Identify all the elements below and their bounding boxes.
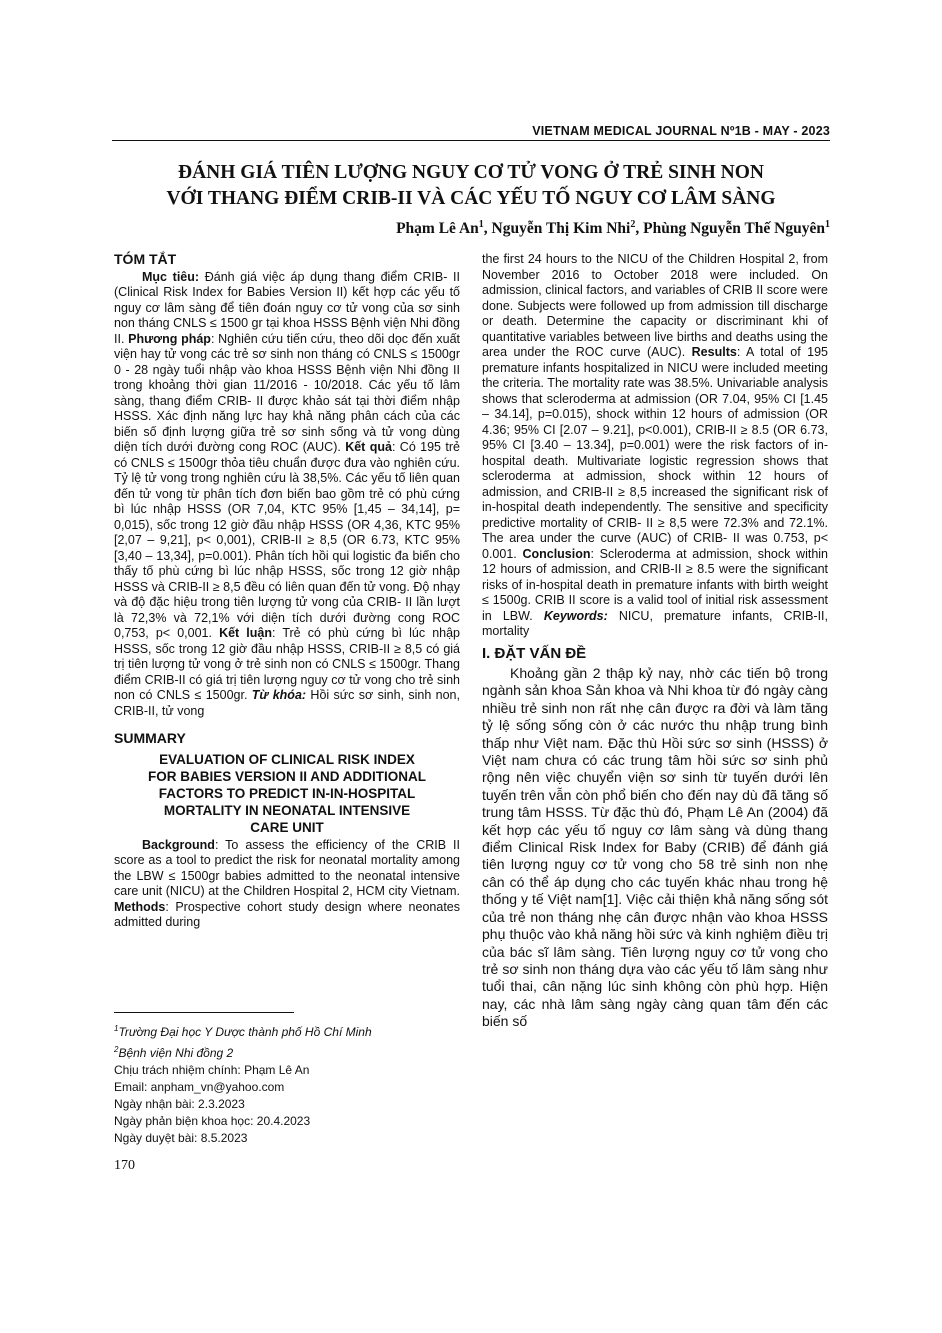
author-1-affiliation: 1: [478, 219, 484, 230]
page-number: 170: [114, 1158, 135, 1173]
abstract-vi-body: [114, 270, 460, 720]
label-ket-luan: Kết luận: [219, 626, 272, 640]
text-tu-khoa: Hồi sức sơ sinh, sinh non, CRIB-II, tử vong: [114, 688, 460, 718]
contact-email: Email: anpham_vn@yahoo.com: [114, 1080, 285, 1094]
label-tu-khoa: Từ khóa:: [251, 688, 307, 702]
author-1: Phạm Lê An: [396, 220, 479, 238]
affiliation-2: [114, 1041, 460, 1062]
intro-paragraph: Khoảng gần 2 thập kỷ nay, nhờ các tiến bộ trong ngành sản khoa Sản khoa và Nhi khoa từ đó ngày càng nhiều trẻ sinh non rất nhẹ cân được ra đời và làm tăng tỷ lệ sống sống còn ở các nước thu nhập trung bình thấp như Việt nam. Đặc thù Hồi sức sơ sinh (HSSS) ở Việt nam chưa có các trung tâm hồi sức sơ sinh phủ rộng nên việc chuyển viện sơ sinh từ tuyến dưới lên tuyến trên vẫn còn phổ biến cho đến nay dù đã tăng số trung tâm HSSS. Từ đặc thù đó, Phạm Lê An (2004) đã kết hợp các yếu tố nguy cơ lâm sàng và dùng thang điểm Clinical Risk Index for Baby (CRIB) để đánh giá tiên lượng nguy cơ tử vong cho 58 trẻ sinh non nhẹ cân có thể áp dụng cho các tuyến khác nhau trong hệ thống y tế Việt nam[1]. Việc cải thiện khả năng sống sót của trẻ non tháng nhẹ cân được nhận vào khoa HSSS phụ thuộc vào khả năng hồi sức và kinh nghiệm điều trị của bác sĩ lâm sàng. Tiên lượng nguy cơ tử vong cho trẻ sơ sinh non tháng dựa vào các yếu tố lâm sàng như tuổi thai, cân nặng lúc sinh không còn phù hợp. Hiện nay, các nhà lâm sàng ngày càng quan tâm đến các biến số: [482, 665, 828, 1030]
intro-heading: I. ĐẶT VẤN ĐỀ: [482, 644, 587, 662]
footnotes: [114, 1020, 460, 1147]
responsible-author: Chịu trách nhiệm chính: Phạm Lê An: [114, 1063, 310, 1077]
text-phuong-phap: : Nghiên cứu tiến cứu, theo dõi dọc đến xuất viện hay tử vong các trẻ sơ sinh non tháng có CNLS ≤ 1500gr 0 - 28 ngày tuổi nhập vào khoa HSSS Bệnh viện Nhi đồng II trong khoảng thời gian 11/2016 - 10/2018. Các yếu tố lâm sàng, thang điểm CRIB- II được khảo sát tại thời điểm nhập HSSS. Xác định năng lực hay khả năng phân cách của các biến số định lượng giữa trẻ sơ sinh sống và tử vong dùng diện tích dưới đường cong ROC (AUC).: [114, 331, 460, 454]
text-muc-tieu: Đánh giá việc áp dụng thang điểm CRIB- II (Clinical Risk Index for Babies Version II) kết hợp các yếu tố nguy cơ lâm sàng để tiên đoán nguy cơ tử vong của sơ sinh non tháng CNLS ≤ 1500 gr tại khoa HSSS Bệnh viện Nhi đồng II.: [114, 269, 460, 346]
left-column: [114, 252, 460, 931]
author-separator: ,: [483, 220, 492, 238]
summary-title-line-1: EVALUATION OF CLINICAL RISK INDEX: [159, 751, 415, 767]
author-2: Nguyễn Thị Kim Nhi: [491, 220, 631, 238]
label-results: Results: [691, 345, 737, 359]
date-accepted: Ngày duyệt bài: 8.5.2023: [114, 1131, 248, 1145]
summary-title-line-4: MORTALITY IN NEONATAL INTENSIVE: [163, 802, 411, 818]
text-ket-luan: : Trẻ có phù cứng bì lúc nhập HSSS, sốc trong 12 giờ đầu nhập HSSS, CRIB-II ≥ 8,5 có giá trị tiên lượng tử vong ở trẻ sinh non có CNLS ≤ 1500gr. Thang điểm CRIB-II có giá trị tiên lượng nguy cơ tử vong cho trẻ sinh non có CNLS ≤ 1500gr.: [114, 626, 460, 702]
journal-header: VIETNAM MEDICAL JOURNAL Nº1B - MAY - 2023: [532, 124, 830, 138]
author-list: [112, 219, 830, 238]
summary-title-line-2: FOR BABIES VERSION II AND ADDITIONAL: [147, 768, 426, 784]
date-received: Ngày nhận bài: 2.3.2023: [114, 1097, 245, 1111]
text-methods-continued: the first 24 hours to the NICU of the Children Hospital 2, from November 2016 to October 2018 were included. On admission, clinical factors, and variables of CRIB II score were done. Subjects were followed up from admission till discharge or death. Determine the capacity or discriminant khi of quantitative variables between live births and deaths using the area under the ROC curve (AUC).: [482, 252, 828, 359]
date-reviewed: Ngày phản biện khoa học: 20.4.2023: [114, 1114, 311, 1128]
text-background: : To assess the efficiency of the CRIB II score as a tool to predict the risk for neonatal mortality among the LBW ≤ 1500gr babies admitted to the neonatal intensive care unit (NICU) at the Children Hospital 2, HCM city Vietnam.: [114, 837, 460, 898]
label-keywords: Keywords:: [543, 608, 608, 623]
author-separator: ,: [635, 220, 644, 238]
affiliation-1-text: Trường Đại học Y Dược thành phố Hồ Chí Minh: [118, 1025, 372, 1039]
summary-title: [114, 751, 460, 836]
summary-body-continued: [482, 252, 828, 640]
article-title: [112, 160, 830, 212]
text-results: : A total of 195 premature infants hospitalized in NICU were included meeting the criteria. The mortality rate was 38.5%. Univariable analysis shows that scleroderma at admission (OR 7.04, 95% CI [1.45 – 34.14], p=0.015), shock within 12 hours of admission (OR 4.36; 95% CI [2.07 – 9.21], p<0.001), CRIB-II ≥ 8.5 (OR 6.73, 95% CI [3.40 – 13.34], p=0.001) were the risk factors of in-hospital death. Multivariate logistic regression shows that scleroderma at admission, shock within 12 hours of admission, and CRIB-II ≥ 8,5 increased the significant risk of in-hospital death independently. The sensitive and specificity predictive mortality of CRIB- II ≥ 8,5 were 72.3% and 72.1%. The area under the curve (AUC) of CRIB- II was 0.753, p< 0.001.: [482, 345, 828, 561]
summary-title-line-5: CARE UNIT: [250, 819, 324, 835]
text-methods: : Prospective cohort study design where neonates admitted during: [114, 899, 460, 929]
text-ket-qua: : Có 195 trẻ có CNLS ≤ 1500gr thỏa tiêu chuẩn được đưa vào nghiên cứu. Tỷ lệ tử vong trong nghiên cứu là 38,5%. Các yếu tố liên quan đến tử vong từ phân tích đơn biến bao gồm trẻ có phù cứng bì lúc nhập HSSS (OR 7,04, KTC 95% [1,45 – 34,14], p= 0,015), sốc trong 12 giờ đầu nhập HSSS (OR 4,36, KTC 95% [2,07 – 9,21], p< 0,001), CRIB-II ≥ 8,5 (OR 6.73, KTC 95% [3,40 – 13,34], p=0.001). Phân tích hồi qui logistic đa biến cho thấy tố phù cứng bì lúc nhập HSSS, sốc trong 12 giờ nhập HSSS và CRIB-II ≥ 8,5 đều có liên quan đến tử vong. Độ nhạy và độ đặc hiệu trong tiên lượng tử vong của CRIB- II lần lượt là 72,3% và 72,1% với diện tích dưới đường cong ROC 0,753, p< 0,001.: [114, 440, 460, 640]
label-background: Background: [142, 837, 215, 852]
abstract-vi-heading: TÓM TẮT: [114, 251, 177, 267]
title-line-2: VỚI THANG ĐIỂM CRIB-II VÀ CÁC YẾU TỐ NGUY CƠ LÂM SÀNG: [166, 188, 776, 209]
title-line-1: ĐÁNH GIÁ TIÊN LƯỢNG NGUY CƠ TỬ VONG Ở TRẺ SINH NON: [178, 162, 764, 183]
footnote-rule: [114, 1012, 294, 1013]
label-phuong-phap: Phương pháp: [128, 331, 211, 346]
affiliation-2-text: Bệnh viện Nhi đồng 2: [118, 1046, 234, 1060]
label-conclusion: Conclusion: [522, 546, 591, 561]
author-3-affiliation: 1: [825, 219, 830, 230]
affiliation-2-mark: 2: [114, 1045, 119, 1054]
header-rule: [112, 140, 830, 141]
author-3: Phùng Nguyễn Thế Nguyên: [643, 220, 825, 238]
summary-title-line-3: FACTORS TO PREDICT IN-IN-HOSPITAL: [158, 785, 416, 801]
author-2-affiliation: 2: [630, 219, 636, 230]
right-column: [482, 252, 828, 1031]
affiliation-1-mark: 1: [114, 1024, 119, 1033]
summary-body-start: [114, 838, 460, 931]
text-keywords: NICU, premature infants, CRIB-II, mortality: [482, 608, 829, 638]
label-methods: Methods: [114, 899, 166, 914]
label-muc-tieu: Mục tiêu:: [142, 269, 200, 284]
text-conclusion: : Scleroderma at admission, shock within 12 hours of admission, and CRIB-II ≥ 8.5 were the significant risks of in-hospital death in premature infants with birth weight ≤ 1500g. CRIB II score is a valid tool of initial risk assessment in LBW.: [482, 546, 828, 623]
summary-heading: SUMMARY: [114, 730, 186, 746]
affiliation-1: [114, 1020, 460, 1041]
label-ket-qua: Kết quả: [345, 440, 392, 454]
